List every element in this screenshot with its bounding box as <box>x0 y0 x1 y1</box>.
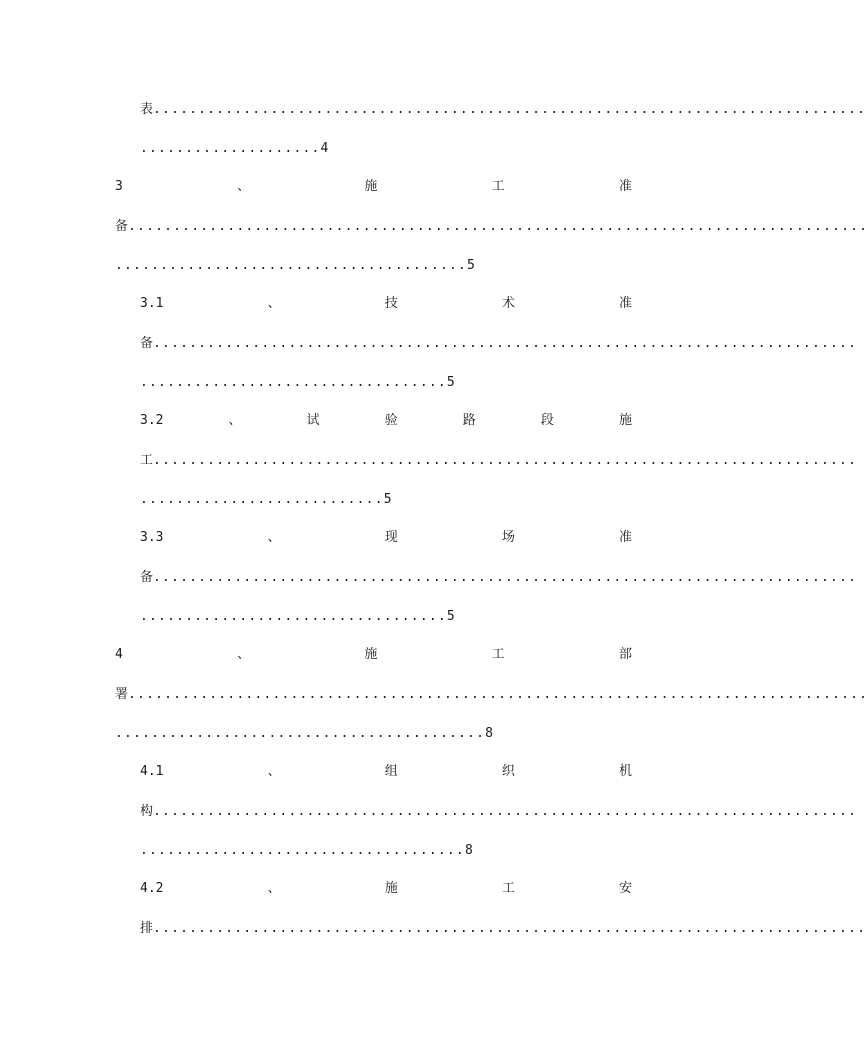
dot-leader: .................................................................................. <box>128 219 868 234</box>
toc-page-number[interactable]: 5 <box>467 258 475 273</box>
heading-char: 、 <box>237 179 251 194</box>
heading-char: 准 <box>618 296 632 311</box>
heading-char: 、 <box>228 413 242 428</box>
toc-heading-line[interactable] <box>140 294 632 314</box>
dot-leader: .............................................................................. <box>153 336 858 351</box>
toc-entry-lead-line <box>140 451 858 471</box>
toc-heading-line[interactable] <box>140 528 632 548</box>
toc-entry-lead-line <box>140 334 858 354</box>
section-number: 4 <box>115 647 123 662</box>
heading-char: 准 <box>618 179 632 194</box>
toc-heading-line[interactable] <box>140 879 632 899</box>
toc-entry-lead-char: 表 <box>140 102 154 117</box>
heading-char: 机 <box>618 764 632 779</box>
heading-char: 部 <box>618 647 632 662</box>
toc-page-number[interactable]: 8 <box>485 726 493 741</box>
dot-leader: .................................. <box>140 375 447 390</box>
heading-char: 准 <box>618 530 632 545</box>
toc-heading-line[interactable] <box>140 411 632 431</box>
heading-char: 施 <box>364 647 378 662</box>
heading-char: 、 <box>267 764 281 779</box>
toc-entry-lead-char: 备 <box>140 336 154 351</box>
toc-page-number[interactable]: 8 <box>464 843 473 858</box>
toc-heading-line[interactable] <box>115 177 632 197</box>
toc-entry-page-line <box>115 256 475 276</box>
dot-leader: .................................... <box>140 843 465 858</box>
dot-leader: .................................................................................. <box>128 687 868 702</box>
toc-entry-lead-line <box>140 568 858 588</box>
dot-leader: .............................................................................. <box>153 804 858 819</box>
heading-char: 现 <box>384 530 398 545</box>
toc-entry-page-line <box>115 724 493 744</box>
toc-entry-lead-line <box>115 217 868 237</box>
section-number: 3.3 <box>140 530 164 545</box>
heading-char: 场 <box>501 530 515 545</box>
toc-entry-lead-line <box>140 100 867 120</box>
heading-char: 工 <box>501 881 515 896</box>
toc-heading-line[interactable] <box>140 762 632 782</box>
heading-char: 施 <box>618 413 632 428</box>
heading-char: 织 <box>501 764 515 779</box>
heading-char: 组 <box>384 764 398 779</box>
toc-entry-lead-line <box>140 802 858 822</box>
heading-char: 工 <box>491 179 505 194</box>
heading-char: 工 <box>491 647 505 662</box>
toc-entry-page-line <box>140 607 455 627</box>
toc-entry-lead-char: 备 <box>140 570 154 585</box>
heading-char: 、 <box>237 647 251 662</box>
section-number: 3 <box>115 179 123 194</box>
section-number: 4.1 <box>140 764 164 779</box>
toc-page-number[interactable]: 5 <box>446 609 455 624</box>
toc-entry-lead-line <box>140 919 867 939</box>
toc-entry-page-line <box>140 490 440 510</box>
heading-char: 技 <box>384 296 398 311</box>
heading-char: 术 <box>501 296 515 311</box>
toc-entry-lead-char: 排 <box>140 921 154 936</box>
toc-entry-lead-char: 构 <box>140 804 154 819</box>
toc-entry-page-line <box>140 139 440 159</box>
section-number: 4.2 <box>140 881 164 896</box>
heading-char: 施 <box>364 179 378 194</box>
toc-entry-lead-char: 备 <box>115 219 129 234</box>
dot-leader: .............................................................................. <box>153 570 858 585</box>
section-number: 3.1 <box>140 296 164 311</box>
toc-entry-page-line <box>140 841 473 861</box>
dot-leader: ............................................................................... <box>153 102 867 117</box>
heading-char: 施 <box>384 881 398 896</box>
heading-char: 、 <box>267 881 281 896</box>
heading-char: 、 <box>267 530 281 545</box>
dot-leader: ........................... <box>140 492 384 507</box>
toc-entry-page-line <box>140 373 455 393</box>
dot-leader: .................................. <box>140 609 447 624</box>
dot-leader: ............................................................................... <box>153 921 867 936</box>
dot-leader: .................... <box>140 141 321 156</box>
heading-char: 、 <box>267 296 281 311</box>
toc-entry-lead-char: 署 <box>115 687 129 702</box>
heading-char: 试 <box>306 413 320 428</box>
section-number: 3.2 <box>140 413 164 428</box>
heading-char: 路 <box>462 413 476 428</box>
toc-page-number[interactable]: 4 <box>320 141 329 156</box>
toc-heading-line[interactable] <box>115 645 632 665</box>
heading-char: 段 <box>540 413 554 428</box>
toc-page-number[interactable]: 5 <box>383 492 392 507</box>
toc-page-number[interactable]: 5 <box>446 375 455 390</box>
heading-char: 验 <box>384 413 398 428</box>
dot-leader: ......................................... <box>115 726 486 741</box>
toc-entry-lead-char: 工 <box>140 453 154 468</box>
heading-char: 安 <box>618 881 632 896</box>
toc-entry-lead-line <box>115 685 868 705</box>
dot-leader: ....................................... <box>115 258 468 273</box>
dot-leader: .............................................................................. <box>153 453 858 468</box>
